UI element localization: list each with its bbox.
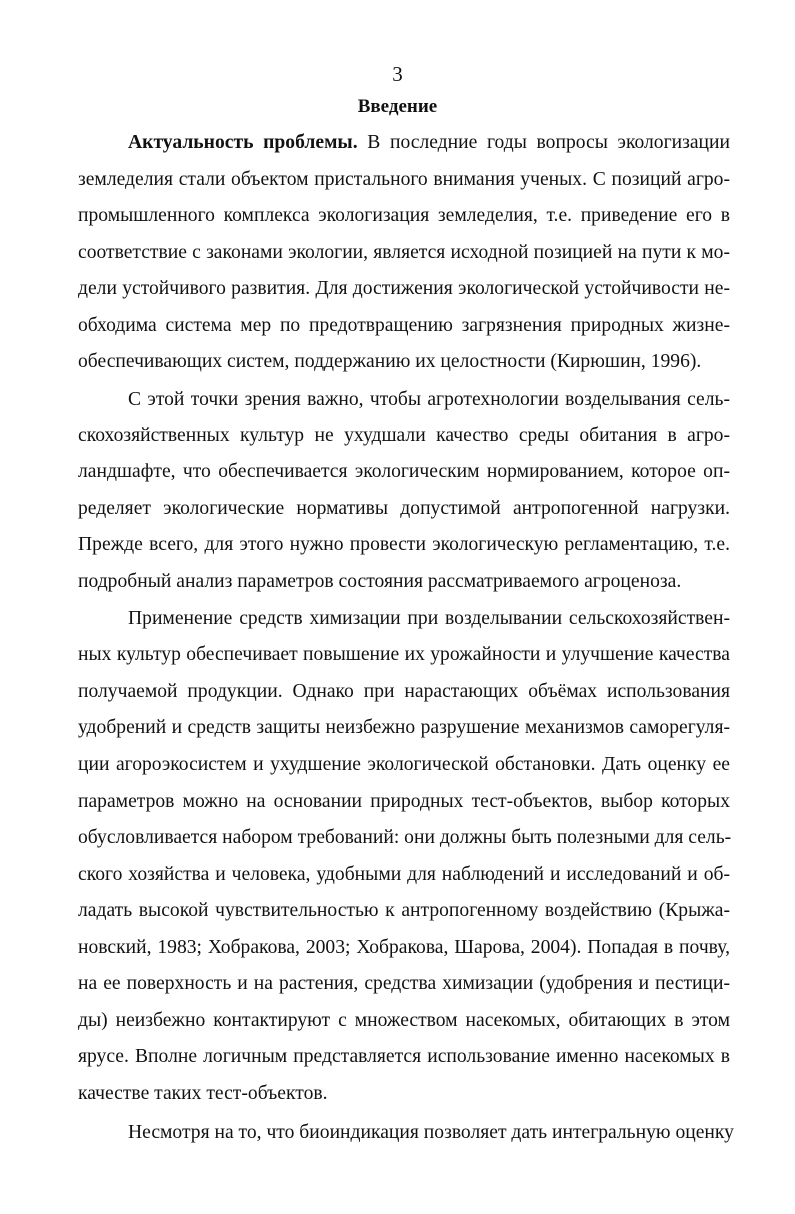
text-line: ского хозяйства и человека, удобными для наблюдений и исследований и об-: [78, 864, 730, 885]
text-line: обеспечивающих систем, поддержанию их целостности (Кирюшин, 1996).: [78, 351, 702, 372]
text-line: ределяет экологические нормативы допустимой антропогенной нагрузки.: [78, 498, 730, 519]
text-line: Несмотря на то, что биоиндикация позволяет дать интегральную оценку: [128, 1122, 734, 1143]
text-line: ции агороэкосистем и ухудшение экологической обстановки. Дать оценку ее: [78, 754, 730, 775]
text-line: соответствие с законами экологии, является исходной позицией на пути к мо-: [78, 242, 730, 263]
text-line: Прежде всего, для этого нужно провести экологическую регламентацию, т.е.: [78, 534, 730, 555]
text-line: обусловливается набором требований: они должны быть полезными для сель-: [78, 827, 732, 848]
text-line: ярусе. Вполне логичным представляется использование именно насекомых в: [78, 1046, 730, 1067]
text-line: земледелия стали объектом пристального внимания ученых. С позиций агро-: [78, 169, 730, 190]
text-line: Актуальность проблемы. В последние годы вопросы экологизации: [128, 132, 731, 153]
text-line: подробный анализ параметров состояния рассматриваемого агроценоза.: [78, 571, 682, 592]
text-line: дели устойчивого развития. Для достижения экологической устойчивости не-: [78, 278, 730, 299]
page-number: 3: [392, 62, 403, 86]
text-line: ландшафте, что обеспечивается экологическим нормированием, которое оп-: [78, 461, 730, 482]
text-line: С этой точки зрения важно, чтобы агротехнологии возделывания сель-: [128, 389, 730, 410]
text-line: качестве таких тест-объектов.: [78, 1083, 328, 1104]
text-line: удобрений и средств защиты неизбежно разрушение механизмов саморегуля-: [78, 717, 730, 738]
text-line: ных культур обеспечивает повышение их урожайности и улучшение качества: [78, 644, 730, 665]
text-line: скохозяйственных культур не ухудшали качество среды обитания в агро-: [78, 425, 730, 446]
text-line: ладать высокой чувствительностью к антропогенному воздействию (Крыжа-: [78, 900, 730, 921]
text-line: получаемой продукции. Однако при нарастающих объёмах использования: [78, 681, 730, 702]
text-line: Применение средств химизации при возделывании сельскохозяйствен-: [128, 608, 730, 629]
text-line: ды) неизбежно контактируют с множеством насекомых, обитающих в этом: [78, 1010, 730, 1031]
text-line: промышленного комплекса экологизация земледелия, т.е. приведение его в: [78, 205, 730, 226]
text-line: на ее поверхность и на растения, средства химизации (удобрения и пестици-: [78, 973, 730, 994]
lead-in-bold: Актуальность проблемы.: [128, 132, 358, 153]
text-line: обходима система мер по предотвращению загрязнения природных жизне-: [78, 315, 730, 336]
text-line: параметров можно на основании природных тест-объектов, выбор которых: [78, 791, 730, 812]
text-line: новский, 1983; Хобракова, 2003; Хобракова, Шарова, 2004). Попадая в почву,: [78, 937, 730, 958]
section-heading: Введение: [357, 96, 438, 117]
